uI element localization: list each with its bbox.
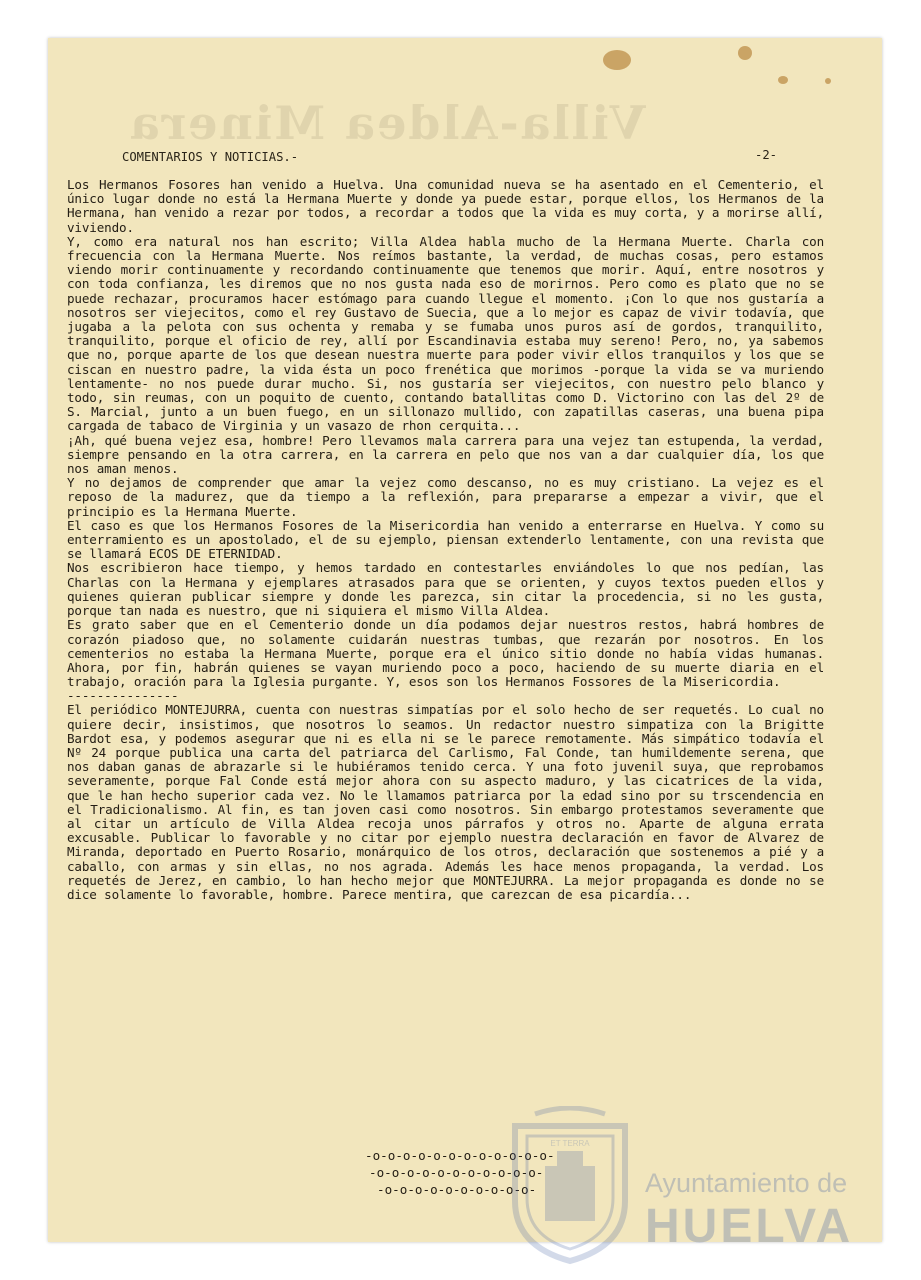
shield-motto: ET TERRA [550,1139,590,1148]
ornament-line: -o-o-o-o-o-o-o-o-o-o- [377,1182,537,1197]
paragraph: Nos escribieron hace tiempo, y hemos tardado en contestarles enviándoles lo que nos pedían, las Charlas con la Hermana y ejemplares atrasados para que se orienten, y cuyos textos pueden ellos y quienes quieran publicar siempre y donde les parezca, sin citar la procedencia, si no les gusta, porque tan nada es nuestro, que ni siquiera el mismo Villa Aldea. [67,560,824,619]
paragraph: Los Hermanos Fosores han venido a Huelva. Una comunidad nueva se ha asentado en el Cementerio, el único lugar donde no está la Hermana Muerte y donde ya puede estar, porque ellos, los Hermanos de la Hermana, han venido a rezar por todos, a recordar a todos que la vida es muy corta, y a morirse allí, viviendo. [67,177,824,235]
ink-stain [778,76,788,84]
article-body [67,178,824,902]
shield-icon [505,1106,635,1266]
paragraph: Y, como era natural nos han escrito; Villa Aldea habla mucho de la Hermana Muerte. Charla con frecuencia con la Hermana Muerte. Nos reímos bastante, la verdad, de muchas cosas, pero estamos viendo morir continuamente y recordando continuamente que tenemos que morir. Aquí, entre nosotros y con toda confianza, les diremos que no nos gusta nada eso de morirnos. Pero como es plato que no se puede rechazar, procuramos hacer estómago para cuando llegue el momento. ¡Con lo que nos gustaría a nosotros ser viejecitos, como el rey Gustavo de Suecia, que a lo mejor es capaz de vivir todavía, que jugaba a la pelota con sus ochenta y remaba y se fumaba unos puros así de gordos, tranquilito, tranquilito, porque el oficio de rey, allí por Escandinavia estaba muy sereno! Pero, no, ya sabemos que no, porque aparte de los que desean nuestra muerte para poder vivir ellos tranquilos y los que se ciscan en nuestro padre, la vida ésta un poco frenética que morimos -porque la vida se va muriendo lentamente- no nos puede durar mucho. Si, nos gustaría ser viejecitos, con nuestro pelo blanco y todo, sin reumas, con un poquito de cuento, contando batallitas como D. Victorino con las del 2º de S. Marcial, junto a un buen fuego, en un sillonazo mullido, con zapatillas caseras, una buena pipa cargada de tabaco de Virginia y un vasazo de rhon cerquita... [67,233,824,434]
ornament-line: -o-o-o-o-o-o-o-o-o-o-o-o- [365,1148,555,1163]
city-shield-watermark [505,1106,635,1270]
page-number: -2- [754,148,777,162]
bleed-through-title: Villa-Aldea Minera [128,96,646,150]
watermark-line1: Ayuntamiento de [645,1168,848,1198]
section-separator: --------------- [67,688,179,704]
ink-stain [825,78,831,84]
paragraph: El periódico MONTEJURRA, cuenta con nuestras simpatías por el solo hecho de ser requetés. Lo cual no quiere decir, insistimos, que nosotros lo seamos. Un redactor nuestro simpatiza con la Brigitte Bardot esa, y podemos asegurar que ni es ella ni se le parece remotamente. Más simpático todavía el Nº 24 porque publica una carta del patriarca del Carlismo, Fal Conde, tan humildemente serena, que nos daban ganas de abrazarle si le hubiéramos tenido cerca. Y una foto juvenil suya, que reprobamos severamente, porque Fal Conde está mejor ahora con su aspecto maduro, y las cicatrices de la vida, que le han hecho superior cada vez. No le llamamos patriarca por la edad sino por su trscendencia en el Tradicionalismo. Al fin, es tan joven casi como nosotros. Sin embargo protestamos severamente que al citar un artículo de Villa Aldea recoja unos párrafos y otros no. Aparte de alguna errata excusable. Publicar lo favorable y no citar por ejemplo nuestra declaración en favor de Alvarez de Miranda, deportado en Puerto Rosario, monárquico de los otros, declaración que sostenemos a pié y a caballo, con armas y sin ellas, no nos agrada. Además les hace menos propaganda, la verdad. Los requetés de Jerez, en cambio, lo han hecho mejor que MONTEJURRA. La mejor propaganda es donde no se dice solamente lo favorable, hombre. Parece mentira, que carezcan de esa picardía... [67,702,824,902]
ink-stain [603,50,631,70]
paragraph: El caso es que los Hermanos Fosores de la Misericordia han venido a enterrarse en Huelva. Y como su enterramiento es un apostolado, el de su ejemplo, piensan extenderlo lentamente, con una revista que se llamará ECOS DE ETERNIDAD. [67,517,824,562]
ink-stain [738,46,752,60]
paragraph: Es grato saber que en el Cementerio donde un día podamos dejar nuestros restos, habrá hombres de corazón piadoso que, no solamente cuidarán nuestras tumbas, que rezarán por nosotros. En los cementerios no estaba la Hermana Muerte, porque era el único sitio donde no había vidas humanas. Ahora, por fin, habrán quienes se vayan muriendo poco a poco, haciendo de su muerte diaria en el trabajo, oración para la Iglesia purgante. Y, esos son los Hermanos Fossores de la Misericordia. [67,617,824,690]
page-header [122,150,777,164]
section-title: COMENTARIOS Y NOTICIAS.- [122,150,299,164]
paragraph: Y no dejamos de comprender que amar la vejez como descanso, no es muy cristiano. La vejez es el reposo de la madurez, que da tiempo a la reflexión, para prepararse a empezar a vivir, que el principio es la Hermana Muerte. [67,475,824,519]
watermark-text [645,1170,853,1251]
watermark-line2: HUELVA [645,1200,854,1253]
paragraph: ¡Ah, qué buena vejez esa, hombre! Pero llevamos mala carrera para una vejez tan estupenda, la verdad, siempre pensando en la otra carrera, en la carrera en pelo que nos van a dar cualquier día, los que nos aman menos. [67,432,824,477]
ornament-line: -o-o-o-o-o-o-o-o-o-o-o- [369,1165,544,1180]
